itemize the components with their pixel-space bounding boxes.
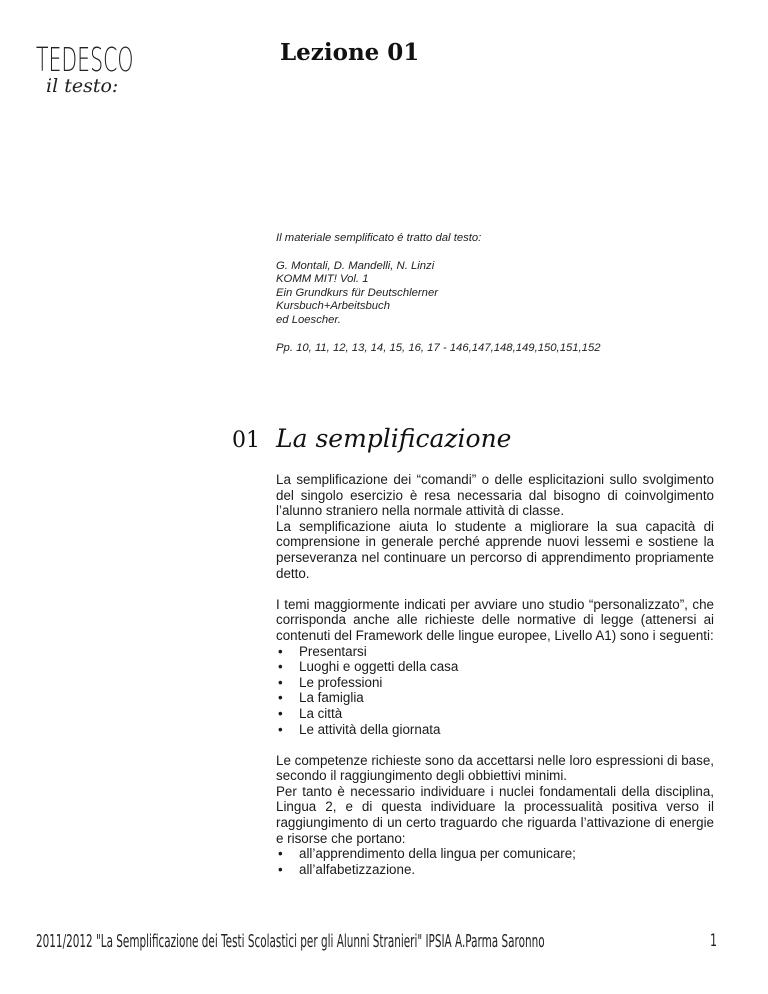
lesson-title: Lezione 01 — [280, 39, 420, 66]
topics-list — [276, 644, 714, 738]
list-item: • Le attività della giornata — [278, 721, 441, 737]
body-paragraph: I temi maggiormente indicati per avviare uno studio “personalizzato”, che corrisponda anche alle richieste delle normative di legge (attenersi ai contenuti del Framework delle lingue europee, Livello A1) sono i seguenti: — [276, 596, 714, 643]
section-title: La semplificazione — [276, 424, 512, 453]
source-intro: Il materiale semplificato é tratto dal testo: — [276, 232, 482, 244]
bullet-icon: • — [278, 690, 283, 706]
source-line: ed Loescher. — [276, 313, 341, 326]
list-item: • La città — [278, 705, 343, 721]
subject-subtitle: il testo: — [46, 75, 119, 97]
body-paragraph: Per tanto è necessario individuare i nuclei fondamentali della disciplina, Lingua 2, e di questa individuare la processualità positiva verso il raggiungimento di un certo traguardo che riguarda l’attivazione di energie e risorse che portano: — [276, 783, 714, 846]
source-block — [276, 232, 716, 355]
body-paragraph: Le competenze richieste sono da accettarsi nelle loro espressioni di base, secondo il raggiungimento degli obbiettivi minimi. — [276, 752, 714, 784]
bullet-icon: • — [278, 721, 283, 737]
list-item: • Presentarsi — [278, 643, 367, 659]
list-item: • Luoghi e oggetti della casa — [278, 659, 459, 675]
source-pages: Pp. 10, 11, 12, 13, 14, 15, 16, 17 - 146,147,148,149,150,151,152 — [276, 341, 601, 354]
bullet-icon: • — [278, 643, 283, 659]
body-paragraph: La semplificazione aiuta lo studente a migliorare la sua capacità di comprensione in generale perché apprende nuovi lessemi e sostiene la perseveranza nel continuare un percorso di apprendimento propriamente detto. — [276, 518, 714, 581]
source-line: KOMM MIT! Vol. 1 — [276, 273, 369, 286]
source-line: Ein Grundkurs für Deutschlerner — [276, 286, 438, 299]
source-line: G. Montali, D. Mandelli, N. Linzi — [276, 259, 435, 272]
footer-text: 2011/2012 "La Semplificazione dei Testi Scolastici per gli Alunni Stranieri" IPSIA A.Parma Saronno — [36, 931, 545, 952]
bullet-icon: • — [278, 674, 283, 690]
goals-list — [276, 846, 714, 877]
source-line: Kursbuch+Arbeitsbuch — [276, 300, 390, 313]
bullet-icon: • — [278, 659, 283, 675]
section-body — [276, 472, 714, 877]
subject-heading: TEDESCO — [36, 40, 134, 79]
list-item: • Le professioni — [278, 674, 383, 690]
bullet-icon: • — [278, 861, 283, 877]
bullet-icon: • — [278, 846, 283, 862]
body-paragraph: La semplificazione dei “comandi” o delle esplicitazioni sullo svolgimento del singolo esercizio è resa necessaria dal bisogno di coinvolgimento l’alunno straniero nella normale attività di classe. — [276, 472, 714, 519]
page-number: 1 — [710, 931, 718, 951]
list-item: • La famiglia — [278, 690, 364, 706]
section-number: 01 — [232, 428, 260, 453]
list-item: • all’apprendimento della lingua per comunicare; — [278, 846, 576, 862]
list-item: • all’alfabetizzazione. — [278, 861, 416, 877]
bullet-icon: • — [278, 705, 283, 721]
